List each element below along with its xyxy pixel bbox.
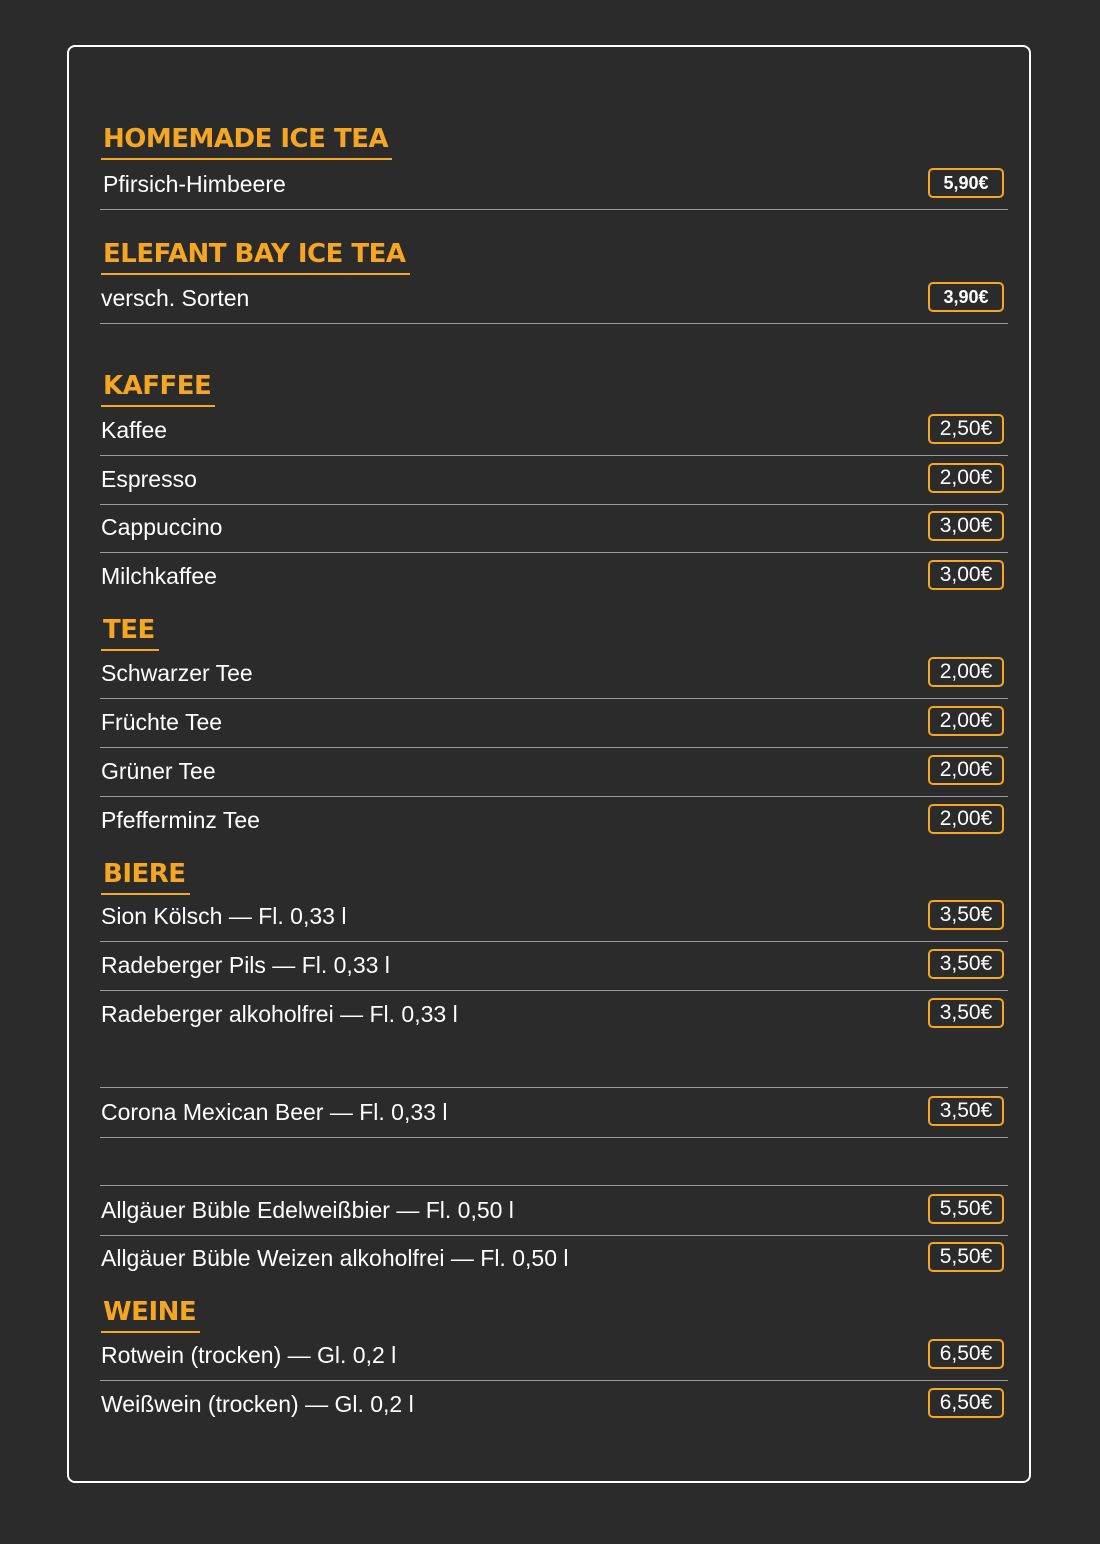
menu-item [100, 1380, 1008, 1429]
section-heading-kaffee: KAFFEE [101, 369, 215, 407]
item-name: Radeberger Pils — Fl. 0,33 l [101, 952, 390, 978]
menu-item [100, 1234, 1008, 1283]
menu-item [100, 1185, 1008, 1236]
item-name: Milchkaffee [101, 563, 217, 589]
section-heading-iced-tea: HOMEMADE ICE TEA [101, 122, 392, 160]
menu-item [100, 698, 1008, 748]
menu-item [100, 406, 1008, 456]
price-badge: 3,50€ [928, 949, 1004, 979]
item-name: versch. Sorten [101, 285, 250, 311]
menu-item [100, 892, 1008, 942]
price-badge: 2,00€ [928, 657, 1004, 687]
price-badge: 3,50€ [928, 1096, 1004, 1126]
section-heading-biere: BIERE [101, 857, 190, 895]
price-badge: 2,00€ [928, 463, 1004, 493]
menu-item [100, 552, 1008, 601]
item-name: Espresso [101, 466, 197, 492]
price-badge: 3,00€ [928, 560, 1004, 590]
menu-item [100, 160, 1008, 210]
item-name: Kaffee [101, 417, 168, 443]
item-name: Radeberger alkoholfrei — Fl. 0,33 l [101, 1001, 458, 1027]
item-name: Schwarzer Tee [101, 660, 253, 686]
item-name: Weißwein (trocken) — Gl. 0,2 l [101, 1391, 414, 1417]
item-name: Corona Mexican Beer — Fl. 0,33 l [101, 1099, 448, 1125]
menu-item [100, 455, 1008, 505]
menu-item [100, 747, 1008, 797]
item-name: Pfefferminz Tee [101, 807, 260, 833]
item-name: Allgäuer Büble Edelweißbier — Fl. 0,50 l [101, 1197, 514, 1223]
menu-item [100, 274, 1008, 324]
menu-item [100, 649, 1008, 699]
item-name: Grüner Tee [101, 758, 216, 784]
menu-item [100, 503, 1008, 553]
menu-item [100, 990, 1008, 1039]
price-badge: 2,00€ [928, 706, 1004, 736]
price-badge: 3,90€ [928, 282, 1004, 312]
item-name: Cappuccino [101, 514, 223, 540]
price-badge: 5,90€ [928, 168, 1004, 198]
price-badge: 5,50€ [928, 1194, 1004, 1224]
item-name: Früchte Tee [101, 709, 223, 735]
section-heading-weine: WEINE [101, 1295, 200, 1333]
price-badge: 6,50€ [928, 1339, 1004, 1369]
section-heading-elefant-bay: ELEFANT BAY ICE TEA [101, 237, 410, 275]
item-name: Sion Kölsch — Fl. 0,33 l [101, 903, 347, 929]
menu-item [100, 1087, 1008, 1138]
price-badge: 5,50€ [928, 1242, 1004, 1272]
item-name: Pfirsich-Himbeere [103, 171, 286, 197]
item-name: Rotwein (trocken) — Gl. 0,2 l [101, 1342, 397, 1368]
section-heading-tee: TEE [101, 613, 159, 651]
menu-item [100, 796, 1008, 845]
price-badge: 2,00€ [928, 804, 1004, 834]
price-badge: 2,00€ [928, 755, 1004, 785]
price-badge: 2,50€ [928, 414, 1004, 444]
item-name: Allgäuer Büble Weizen alkoholfrei — Fl. 0,50 l [101, 1245, 569, 1271]
menu-item [100, 1331, 1008, 1381]
price-badge: 6,50€ [928, 1388, 1004, 1418]
price-badge: 3,00€ [928, 511, 1004, 541]
price-badge: 3,50€ [928, 900, 1004, 930]
menu-item [100, 941, 1008, 991]
price-badge: 3,50€ [928, 998, 1004, 1028]
